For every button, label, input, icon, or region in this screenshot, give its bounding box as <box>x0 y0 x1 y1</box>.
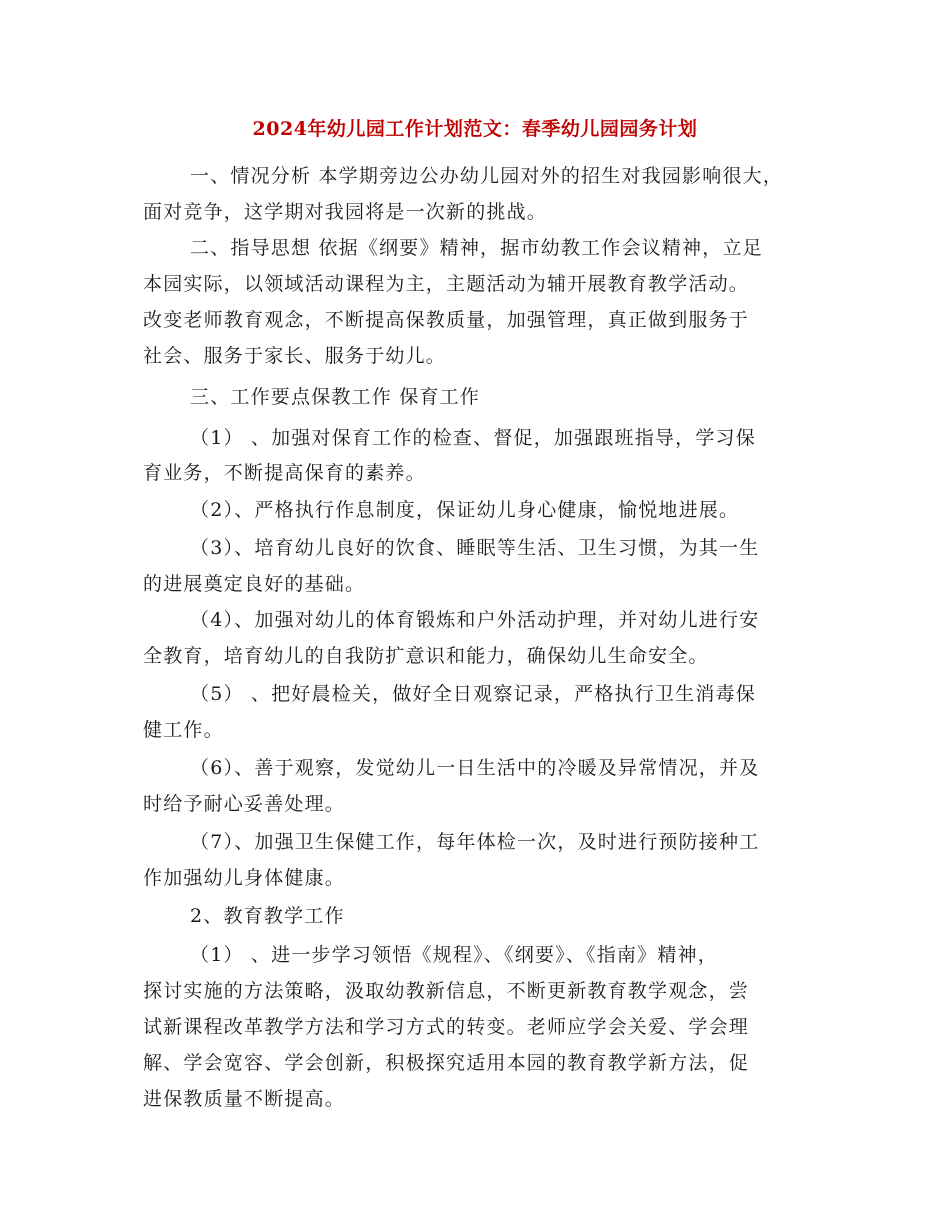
body-line: 探讨实施的方法策略，汲取幼教新信息，不断更新教育教学观念，尝 <box>143 980 750 1002</box>
body-line: 解、学会宽容、学会创新，积极探究适用本园的教育教学新方法，促 <box>143 1052 750 1074</box>
body-line: 全教育，培育幼儿的自我防扩意识和能力，确保幼儿生命安全。 <box>143 645 709 667</box>
body-line: 时给予耐心妥善处理。 <box>143 793 346 815</box>
body-line: 2、教育教学工作 <box>190 905 345 927</box>
body-line: 进保教质量不断提高。 <box>143 1088 346 1110</box>
body-line: 改变老师教育观念，不断提高保教质量，加强管理，真正做到服务于 <box>143 309 750 331</box>
body-line: （7）、加强卫生保健工作，每年体检一次，及时进行预防接种工 <box>190 831 760 853</box>
body-line: 三、工作要点保教工作 保育工作 <box>190 386 481 408</box>
body-line: 作加强幼儿身体健康。 <box>143 867 346 889</box>
body-line: 一、情况分析 本学期旁边公办幼儿园对外的招生对我园影响很大， <box>190 165 784 187</box>
body-line: 面对竞争，这学期对我园将是一次新的挑战。 <box>143 201 548 223</box>
body-line: （6）、善于观察，发觉幼儿一日生活中的冷暖及异常情况，并及 <box>190 757 760 779</box>
body-line: 健工作。 <box>143 719 224 741</box>
body-line: （1） 、进一步学习领悟《规程》、《纲要》、《指南》精神， <box>190 944 718 966</box>
body-line: 社会、服务于家长、服务于幼儿。 <box>143 345 447 367</box>
body-line: 的进展奠定良好的基础。 <box>143 573 366 595</box>
body-line: （4）、加强对幼儿的体育锻炼和户外活动护理，并对幼儿进行安 <box>190 609 760 631</box>
body-line: （2）、严格执行作息制度，保证幼儿身心健康，愉悦地进展。 <box>190 499 740 521</box>
body-line: 二、指导思想 依据《纲要》精神，据市幼教工作会议精神，立足 <box>190 237 763 259</box>
body-line: （5） 、把好晨检关，做好全日观察记录，严格执行卫生消毒保 <box>190 683 756 705</box>
body-line: （3）、培育幼儿良好的饮食、睡眠等生活、卫生习惯，为其一生 <box>190 537 760 559</box>
body-line: 育业务，不断提高保育的素养。 <box>143 462 426 484</box>
body-line: 试新课程改革教学方法和学习方式的转变。老师应学会关爱、学会理 <box>143 1016 750 1038</box>
document-title: 2024年幼儿园工作计划范文：春季幼儿园园务计划 <box>252 118 698 140</box>
body-line: （1） 、加强对保育工作的检查、督促，加强跟班指导，学习保 <box>190 427 756 449</box>
body-line: 本园实际，以领域活动课程为主，主题活动为辅开展教育教学活动。 <box>143 273 750 295</box>
